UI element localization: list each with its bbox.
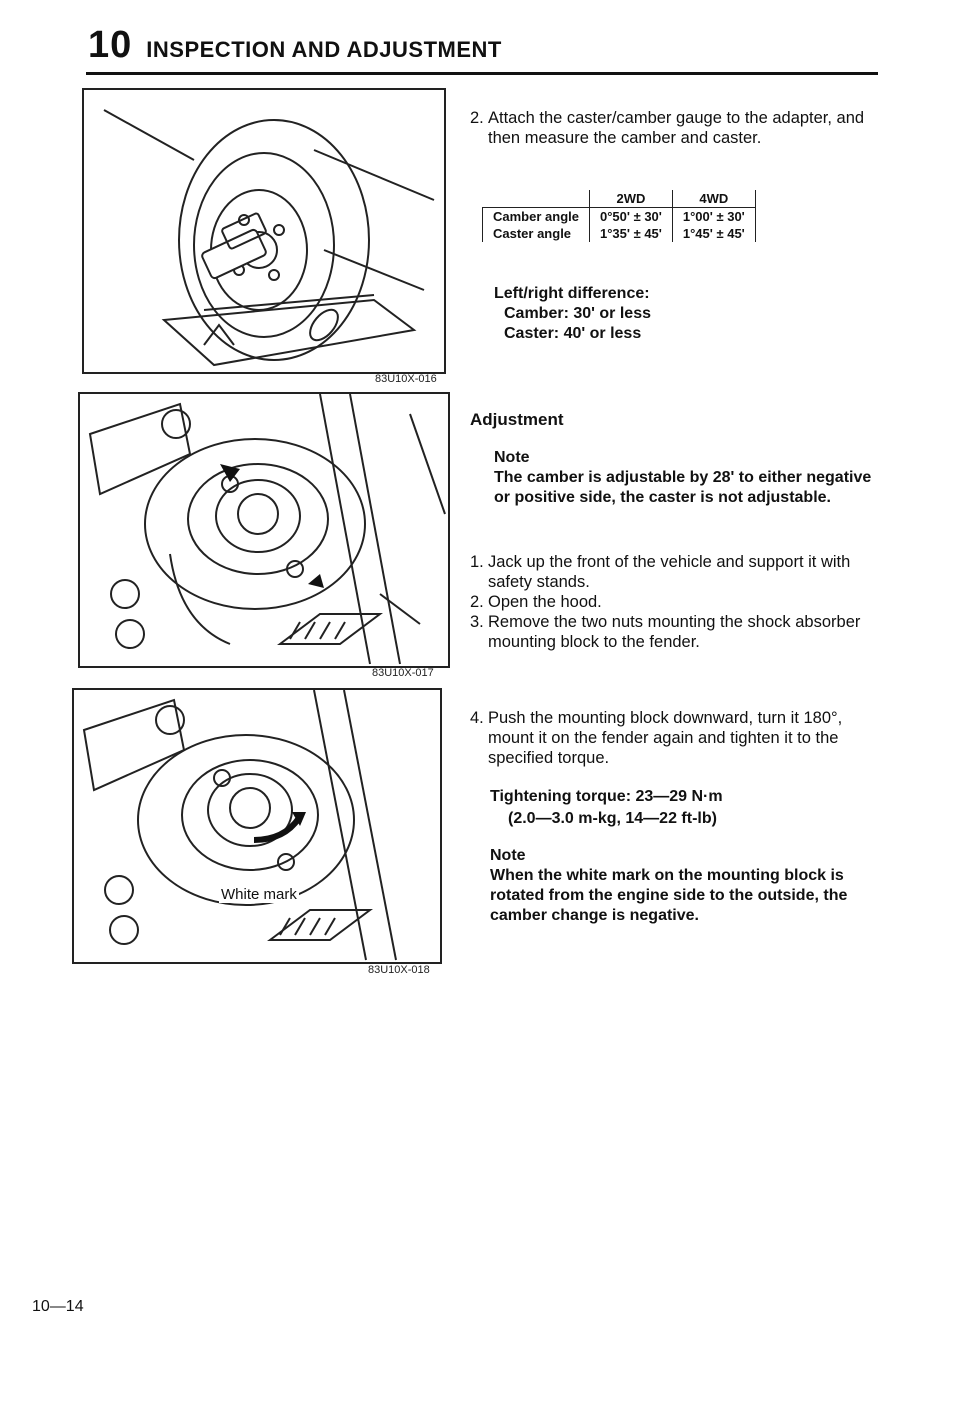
- note2-block: [490, 846, 888, 926]
- note-text: The camber is adjustable by 28' to either negative or positive side, the caster is not adjustable.: [494, 469, 872, 506]
- step-item: [470, 592, 890, 612]
- figure-camber-gauge: [82, 88, 446, 374]
- spec-cell: 1°45' ± 45': [672, 225, 755, 242]
- section-number: 10: [88, 24, 133, 66]
- adjustment-steps: [470, 552, 890, 652]
- difference-title: Left/right difference:: [494, 285, 650, 302]
- spec-row-label: Camber angle: [483, 208, 590, 226]
- spec-col-header: 2WD: [589, 190, 672, 208]
- section-title: INSPECTION AND ADJUSTMENT: [146, 37, 502, 62]
- camber-gauge-illustration: [84, 90, 444, 372]
- step-text: Jack up the front of the vehicle and support it with safety stands.: [488, 553, 851, 591]
- torque-line1: Tightening torque: 23—29 N·m: [490, 788, 723, 805]
- step-4: [470, 708, 890, 768]
- figure-code: 83U10X-017: [372, 667, 434, 679]
- step-item: [470, 612, 890, 652]
- step-text: Attach the caster/camber gauge to the adapter, and then measure the camber and caster.: [488, 109, 865, 147]
- spec-cell: 1°00' ± 30': [672, 208, 755, 226]
- spec-cell: 1°35' ± 45': [589, 225, 672, 242]
- strut-mount-illustration: [80, 394, 448, 666]
- step-text: Open the hood.: [488, 593, 602, 611]
- figure-strut-mount: [78, 392, 450, 668]
- step-2: [470, 108, 890, 148]
- figure-white-mark: [72, 688, 442, 964]
- step-number: 4.: [470, 709, 484, 727]
- step-text: Remove the two nuts mounting the shock absorber mounting block to the fender.: [488, 613, 861, 651]
- difference-camber: Camber: 30' or less: [504, 305, 651, 322]
- white-mark-illustration: [74, 690, 440, 962]
- figure-code: 83U10X-016: [375, 373, 437, 385]
- adjustment-note: [494, 448, 890, 508]
- adjustment-heading: Adjustment: [470, 410, 564, 429]
- spec-cell: 0°50' ± 30': [589, 208, 672, 226]
- spec-row: [483, 225, 756, 242]
- page-number: 10—14: [32, 1298, 84, 1315]
- step-item: [470, 552, 890, 592]
- spec-col-header: 4WD: [672, 190, 755, 208]
- step-number: 1.: [470, 553, 484, 571]
- step-number: 2.: [470, 109, 484, 127]
- torque-line2: (2.0—3.0 m-kg, 14—22 ft-lb): [508, 810, 717, 827]
- note-text: When the white mark on the mounting block is rotated from the engine side to the outside, the camber change is negative.: [490, 867, 848, 924]
- white-mark-callout: White mark: [221, 886, 297, 903]
- step-number: 3.: [470, 613, 484, 631]
- difference-block: [494, 284, 914, 344]
- spec-table: [482, 190, 756, 242]
- torque-block: [490, 786, 910, 830]
- step-text: Push the mounting block downward, turn it 180°, mount it on the fender again and tighten it to the specified torque.: [488, 709, 843, 767]
- note-label: Note: [490, 847, 526, 864]
- header-rule: [86, 72, 878, 75]
- spec-row: [483, 208, 756, 226]
- spec-row-label: Caster angle: [483, 225, 590, 242]
- difference-caster: Caster: 40' or less: [504, 325, 642, 342]
- figure-code: 83U10X-018: [368, 964, 430, 976]
- step-number: 2.: [470, 593, 484, 611]
- note-label: Note: [494, 449, 530, 466]
- page-header: [88, 24, 502, 67]
